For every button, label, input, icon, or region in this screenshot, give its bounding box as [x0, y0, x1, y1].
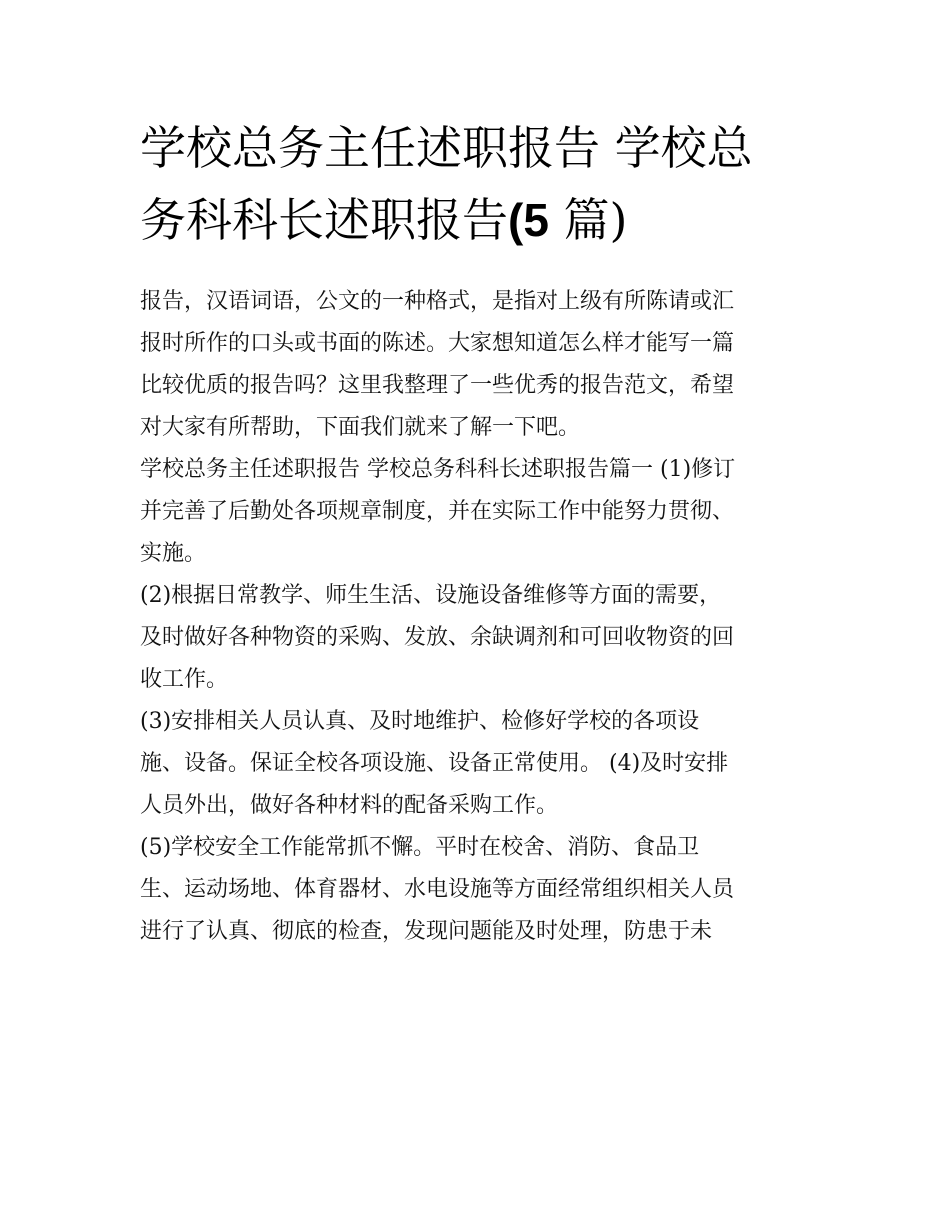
- body-line: 生、运动场地、体育器材、水电设施等方面经常组织相关人员: [140, 877, 735, 902]
- body-line: 报告，汉语词语，公文的一种格式，是指对上级有所陈请或汇: [140, 289, 735, 314]
- body-line: 学校总务主任述职报告 学校总务科科长述职报告篇一 (1)修订: [140, 457, 736, 482]
- document-body: [140, 281, 820, 953]
- title-line-1: 学校总务主任述职报告 学校总: [140, 121, 753, 175]
- body-line: 及时做好各种物资的采购、发放、余缺调剂和可回收物资的回: [140, 625, 735, 650]
- body-line: 收工作。: [140, 667, 229, 692]
- title-unit: 篇: [548, 193, 610, 247]
- body-line: 施、设备。保证全校各项设施、设备正常使用。 (4)及时安排: [140, 751, 729, 776]
- body-line: 对大家有所帮助，下面我们就来了解一下吧。: [140, 415, 581, 440]
- body-line: 报时所作的口头或书面的陈述。大家想知道怎么样才能写一篇: [140, 331, 735, 356]
- body-line: 比较优质的报告吗？这里我整理了一些优秀的报告范文，希望: [140, 373, 735, 398]
- title-line-2: [140, 184, 820, 256]
- title-line-2-text: 务科科长述职报告: [140, 193, 508, 247]
- body-line: 实施。: [140, 541, 207, 566]
- document-title: [140, 112, 820, 256]
- title-count: 5: [523, 194, 549, 246]
- body-line: 并完善了后勤处各项规章制度，并在实际工作中能努力贯彻、: [140, 499, 735, 524]
- body-line: 进行了认真、彻底的检查，发现问题能及时处理，防患于未: [140, 919, 713, 944]
- title-open-paren: (: [508, 194, 524, 246]
- body-line: (3)安排相关人员认真、及时地维护、检修好学校的各项设: [140, 709, 700, 734]
- body-line: 人员外出，做好各种材料的配备采购工作。: [140, 793, 559, 818]
- body-line: (2)根据日常教学、师生生活、设施设备维修等方面的需要，: [140, 583, 722, 608]
- title-close-paren: ): [609, 193, 628, 247]
- body-line: (5)学校安全工作能常抓不懈。平时在校舍、消防、食品卫: [140, 835, 700, 860]
